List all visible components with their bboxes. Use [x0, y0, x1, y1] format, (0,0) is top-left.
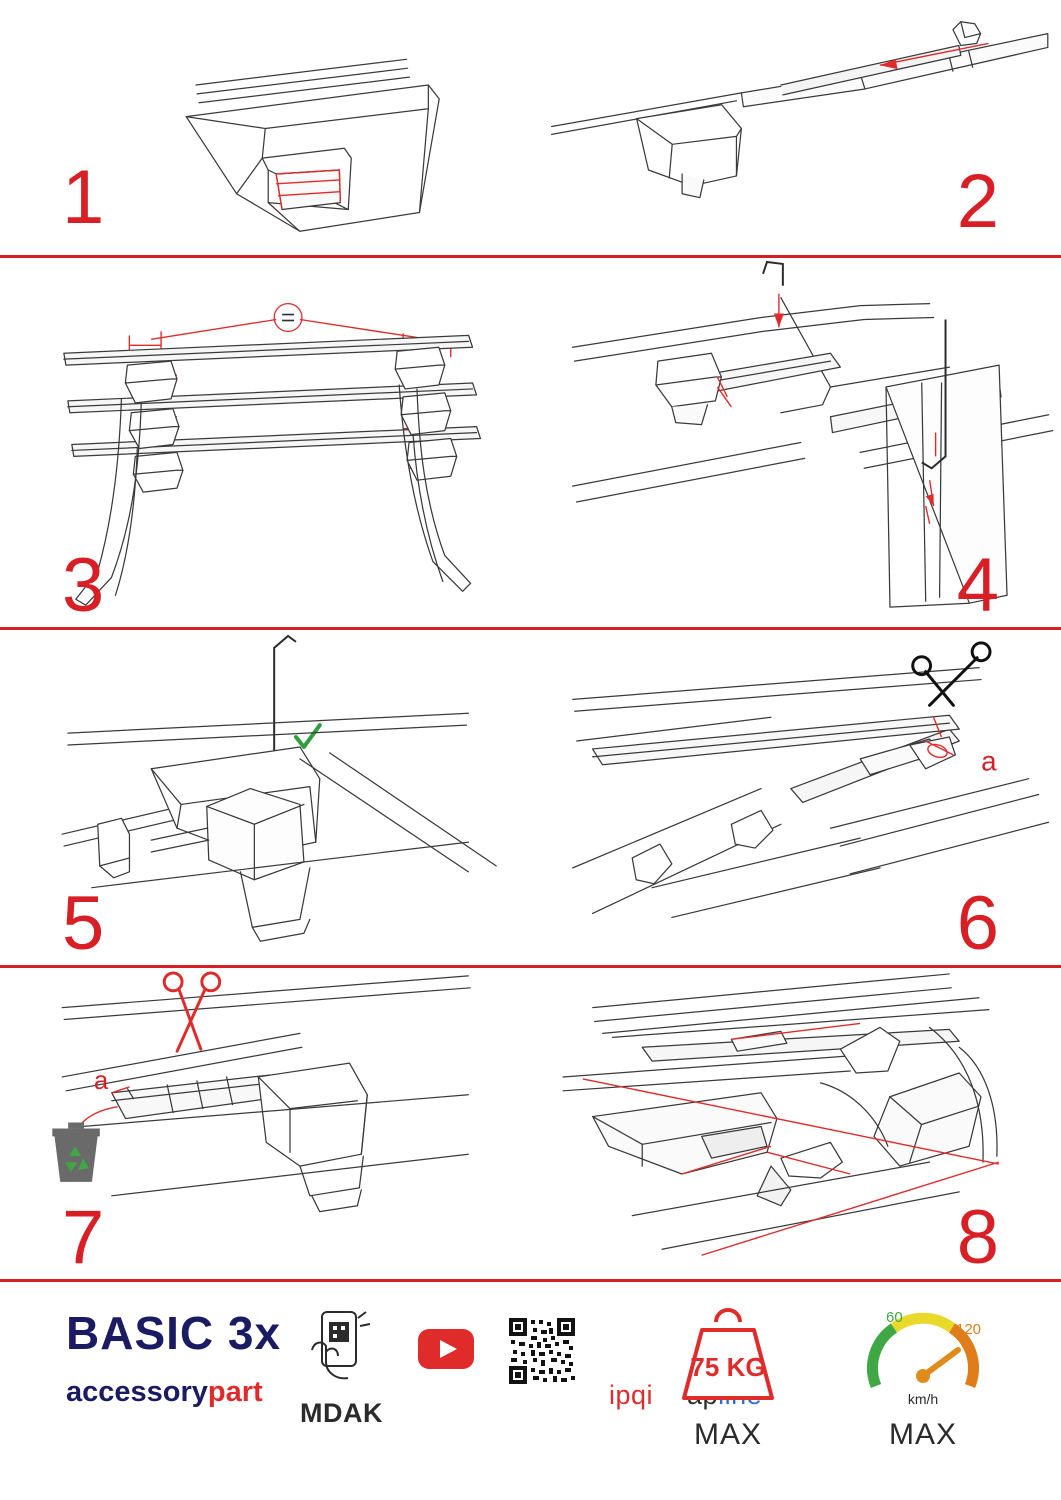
- product-line-name: BASIC: [66, 1307, 215, 1359]
- weight-icon: [668, 1300, 788, 1412]
- max-load-block: [668, 1300, 788, 1452]
- label-a-step6: a: [980, 745, 997, 777]
- company-name-second: part: [207, 1376, 263, 1408]
- product-line-title: [66, 1306, 281, 1360]
- mdak-logo: [300, 1310, 383, 1429]
- product-count: 3x: [227, 1307, 282, 1359]
- step-number-8: 8: [956, 1195, 999, 1279]
- youtube-logo[interactable]: [417, 1328, 475, 1370]
- step-panel-5: [0, 630, 531, 965]
- step-row-3: [0, 630, 1061, 968]
- step-panel-2: [531, 0, 1061, 255]
- step-number-5: 5: [62, 881, 105, 965]
- step-row-2: [0, 258, 1061, 630]
- label-a-step7: a: [93, 1066, 109, 1095]
- step-row-4: [0, 968, 1061, 1282]
- speed-max-value: 120: [956, 1321, 982, 1338]
- step-number-6: 6: [956, 881, 999, 965]
- step-number-4: 4: [956, 543, 999, 627]
- youtube-play-icon[interactable]: [417, 1328, 475, 1370]
- max-load-value: 75 KG: [690, 1352, 766, 1382]
- step-panel-7: [0, 968, 531, 1279]
- max-speed-block: [858, 1300, 988, 1452]
- qr-code[interactable]: [509, 1318, 575, 1384]
- max-speed-label: MAX: [888, 1418, 957, 1451]
- step-number-7: 7: [62, 1195, 105, 1279]
- step-number-1: 1: [62, 155, 105, 240]
- ipqi-logo: [609, 1366, 653, 1411]
- recycle-bin-icon: [52, 1123, 100, 1182]
- company-name: [66, 1376, 281, 1409]
- brand-block: [66, 1306, 281, 1409]
- step-number-3: 3: [62, 543, 105, 627]
- step-panel-3: [0, 258, 531, 627]
- step-panel-1: [0, 0, 531, 255]
- speed-min-label: 60: [886, 1309, 903, 1326]
- speed-unit-label: km/h: [907, 1391, 939, 1407]
- qr-code-icon[interactable]: [509, 1318, 575, 1384]
- company-name-first: accessory: [66, 1376, 208, 1408]
- step-row-1: [0, 0, 1061, 258]
- step-number-2: 2: [956, 159, 999, 244]
- max-load-label: MAX: [693, 1418, 762, 1451]
- step-panel-6: [531, 630, 1061, 965]
- step-panel-4: [531, 258, 1061, 627]
- speedometer-icon: [858, 1300, 988, 1412]
- hand-phone-qr-icon: [302, 1310, 382, 1384]
- step-panel-8: [531, 968, 1061, 1279]
- ipqi-label: ipqi: [609, 1380, 654, 1410]
- mdak-label: MDAK: [300, 1398, 383, 1428]
- footer: [0, 1282, 1061, 1500]
